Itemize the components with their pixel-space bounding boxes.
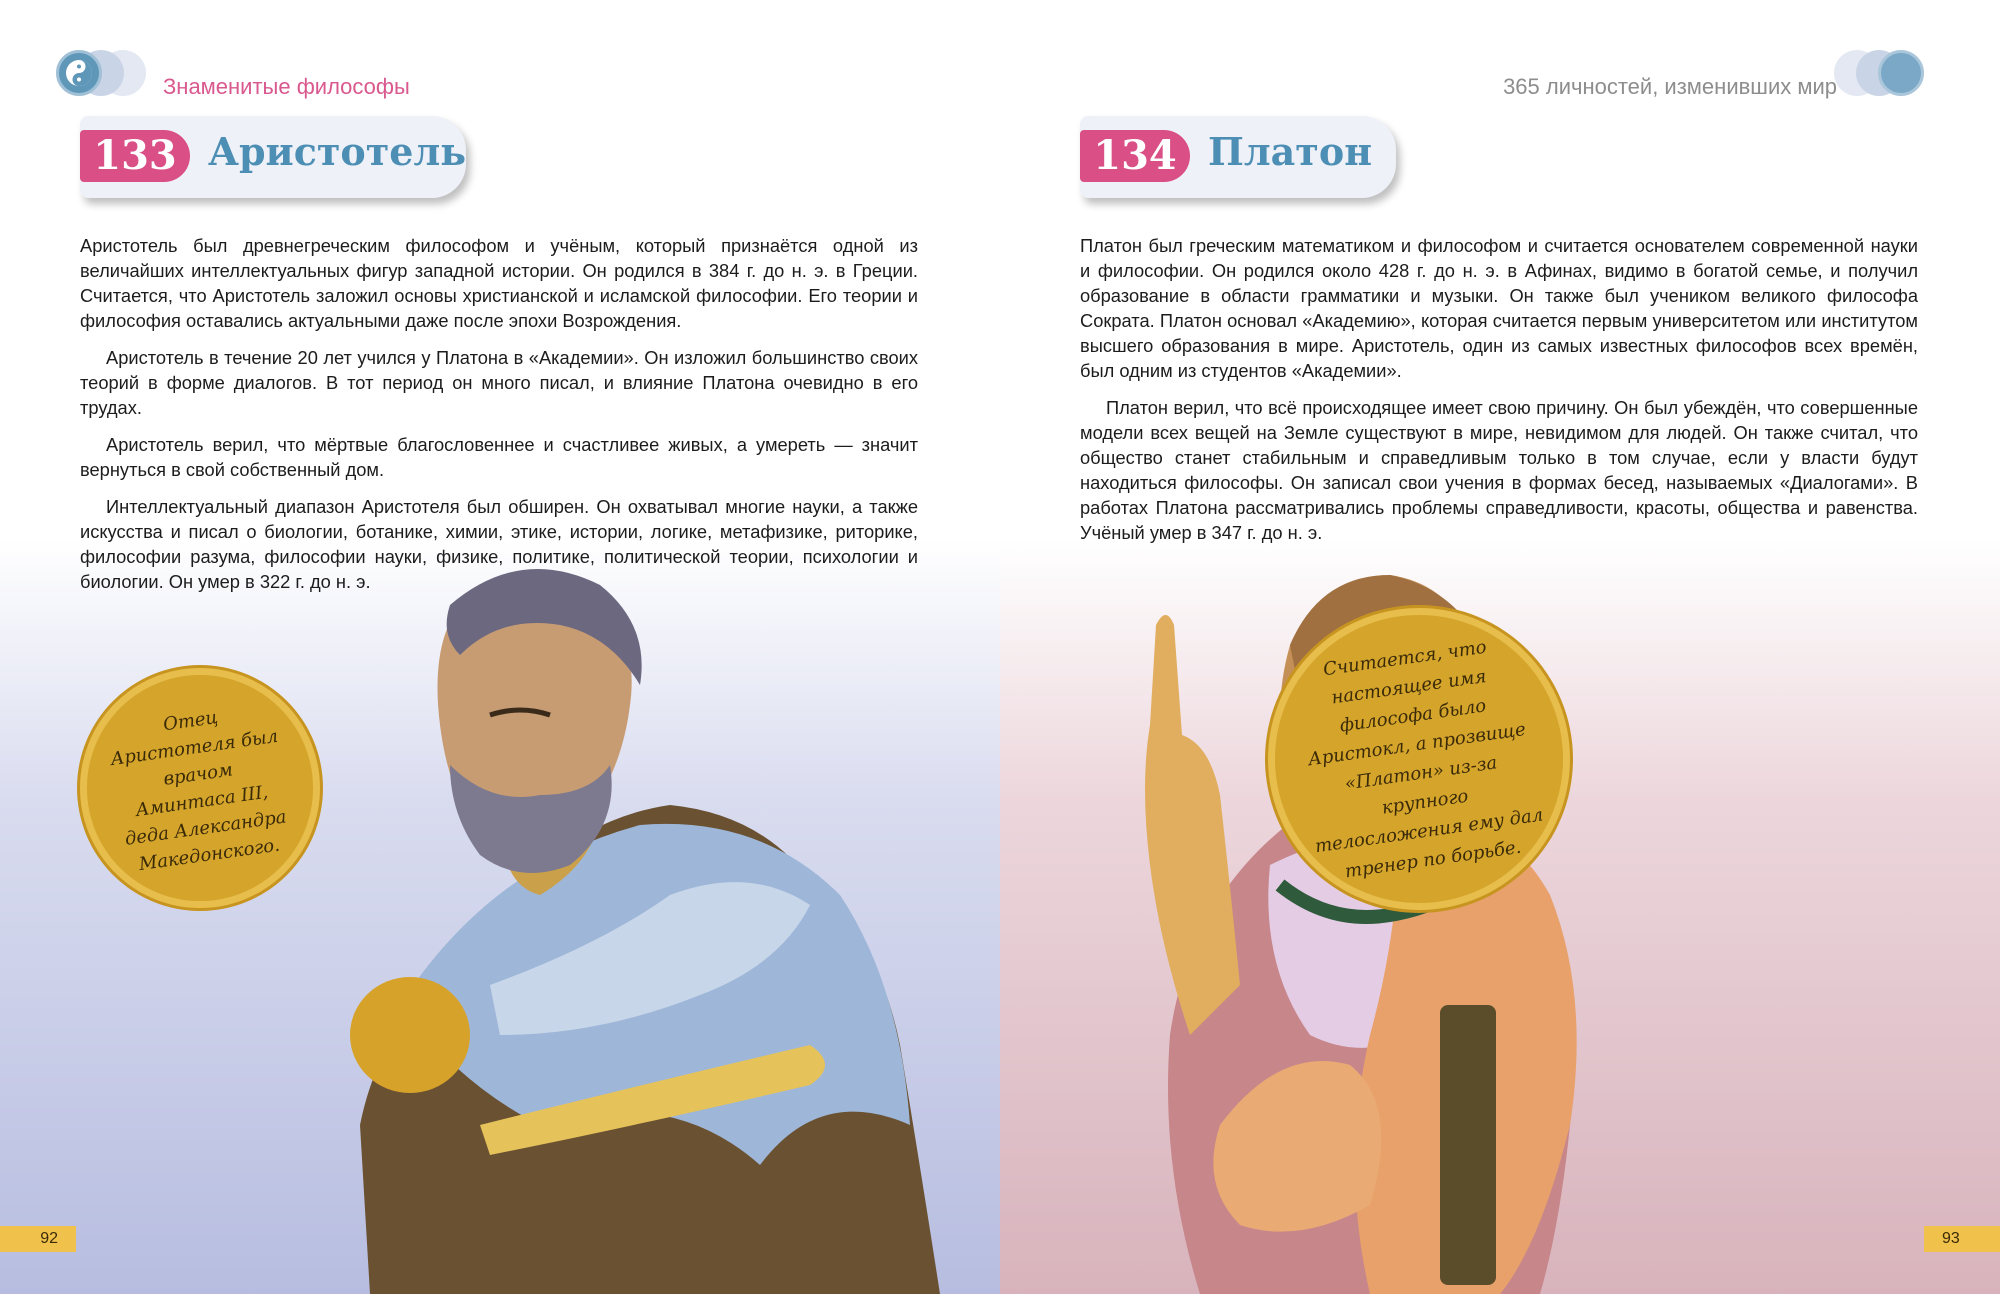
fact-medallion xyxy=(1268,608,1570,910)
page-number-tab xyxy=(0,1226,76,1252)
entry-body xyxy=(1080,233,1918,557)
page-number-tab xyxy=(1924,1226,2000,1252)
yin-yang-icon xyxy=(56,48,166,100)
paragraph: Аристотель был древнегреческим философом и учёным, который признаётся одной из величайших интеллектуальных фигур западной истории. Он родился в 384 г. до н. э. в Греции. Считается, что Аристотель заложил основы христианской и исламской философии. Его теории и философия оставались актуальными даже после эпохи Возрождения. xyxy=(80,235,918,331)
entry-number-badge: 133 xyxy=(80,130,190,182)
paragraph: Аристотель в течение 20 лет учился у Платона в «Академии». Он изложил большинство своих теорий в форме диалогов. В тот период он много писал, и влияние Платона очевидно в его трудах. xyxy=(80,347,918,418)
aristotle-portrait xyxy=(340,565,980,1294)
entry-number-badge: 134 xyxy=(1080,130,1190,182)
entry-body xyxy=(80,233,918,606)
page-number: 92 xyxy=(40,1230,58,1247)
running-head: 365 личностей, изменивших мир xyxy=(1503,74,1837,99)
right-page xyxy=(1000,0,2000,1294)
entry-title xyxy=(1080,116,1396,198)
running-head: Знаменитые философы xyxy=(163,74,410,99)
fact-medallion xyxy=(80,668,320,908)
paragraph: Платон был греческим математиком и философом и считается основателем современной науки и философии. Он родился около 428 г. до н. э. в Афинах, видимо в богатой семье, и получил образование в области грамматики и музыки. Он также был учеником великого философа Сократа. Платон основал «Академию», которая считается первым университетом или институтом высшего образования в мире. Аристотель, один из самых известных философов всех времён, был одним из студентов «Академии». xyxy=(1080,235,1918,381)
entry-name: Платон xyxy=(1208,129,1373,174)
decorative-circles-icon xyxy=(1834,48,1944,100)
paragraph: Платон верил, что всё происходящее имеет свою причину. Он был убеждён, что совершенные модели всех вещей на Земле существуют в мире, невидимом для людей. Он также считал, что общество станет стабильным и справедливым только в том случае, если у власти будут находиться философы. Он записал свои учения в формах бесед, называемых «Диалогами». В работах Платона рассматривались проблемы справедливости, красоты, общества и равенства. Учёный умер в 347 г. до н. э. xyxy=(1080,397,1918,543)
paragraph: Интеллектуальный диапазон Аристотеля был обширен. Он охватывал многие науки, а также искусства и писал о биологии, ботанике, химии, этике, истории, логике, метафизике, риторике, философии разума, философии науки, физике, политике, политической теории, психологии и биологии. Он умер в 322 г. до н. э. xyxy=(80,496,918,592)
fact-medallion-text: Считается, что настоящее имя философа было Аристокл, а прозвище «Платон» из-за крупного телосложения ему дал тренер по борьбе. xyxy=(1306,636,1545,883)
paragraph: Аристотель верил, что мёртвые благословеннее и счастливее живых, а умереть — значит вернуться в свой собственный дом. xyxy=(80,434,918,480)
page-number: 93 xyxy=(1942,1230,1960,1247)
entry-title xyxy=(80,116,466,198)
fact-medallion-text: Отец Аристотеля был врачом Аминтаса III, деда Александра Македонского. xyxy=(109,706,288,876)
entry-name: Аристотель xyxy=(208,129,467,174)
